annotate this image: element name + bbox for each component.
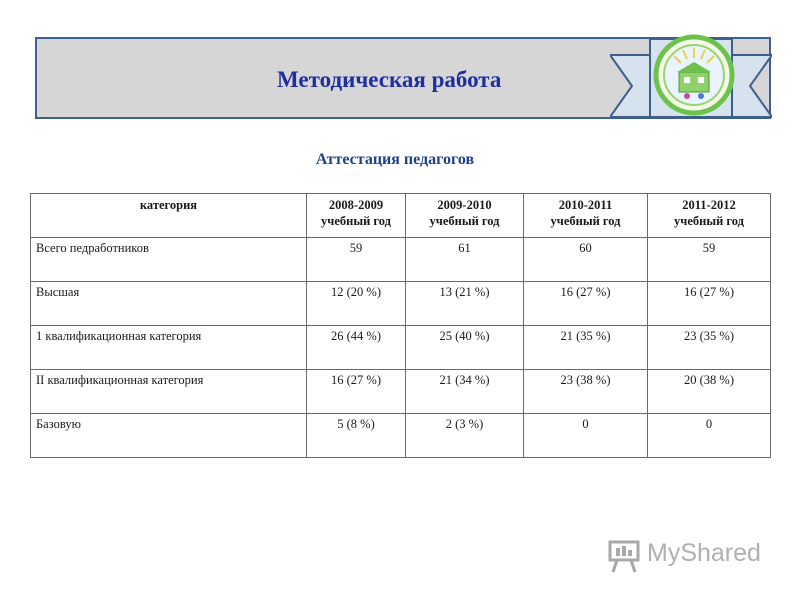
- table-cell: 59: [648, 238, 771, 282]
- table-row: [31, 370, 771, 414]
- header-line: учебный год: [429, 214, 500, 228]
- table-row: [31, 326, 771, 370]
- table-cell-label: Всего педработников: [31, 238, 307, 282]
- header-line: 2011-2012: [682, 198, 736, 212]
- table-cell-label: Высшая: [31, 282, 307, 326]
- header-line: категория: [139, 198, 198, 212]
- table-cell-label: 1 квалификационная категория: [31, 326, 307, 370]
- section-subtitle: Аттестация педагогов: [315, 151, 475, 168]
- table-cell: 21 (35 %): [524, 326, 648, 370]
- table-cell: 23 (35 %): [648, 326, 771, 370]
- table-cell: 5 (8 %): [307, 414, 406, 458]
- table-cell: 25 (40 %): [406, 326, 524, 370]
- presentation-board-icon: [607, 538, 643, 574]
- table-cell: 16 (27 %): [648, 282, 771, 326]
- watermark: [607, 536, 767, 576]
- table-cell-label: II квалификационная категория: [31, 370, 307, 414]
- table-row: [31, 238, 771, 282]
- watermark-text: MyShared: [647, 539, 761, 567]
- table-cell: 12 (20 %): [307, 282, 406, 326]
- table-cell: 60: [524, 238, 648, 282]
- table-cell: 59: [307, 238, 406, 282]
- table-header-row: [31, 194, 771, 238]
- column-header-2009-2010: [406, 194, 524, 238]
- attestation-table: [30, 193, 771, 458]
- table-cell: 0: [648, 414, 771, 458]
- school-emblem-icon: [653, 34, 735, 116]
- table-cell: 2 (3 %): [406, 414, 524, 458]
- header-line: 2008-2009: [328, 198, 384, 212]
- table-cell: 16 (27 %): [524, 282, 648, 326]
- header-line: 2010-2011: [558, 198, 613, 212]
- table-cell: 26 (44 %): [307, 326, 406, 370]
- table-cell: 20 (38 %): [648, 370, 771, 414]
- table-cell: 23 (38 %): [524, 370, 648, 414]
- table-cell: 21 (34 %): [406, 370, 524, 414]
- header-line: учебный год: [550, 214, 621, 228]
- column-header-2010-2011: [524, 194, 648, 238]
- column-header-2011-2012: [648, 194, 771, 238]
- table-cell: 16 (27 %): [307, 370, 406, 414]
- header-line: учебный год: [321, 214, 391, 228]
- table-cell-label: Базовую: [31, 414, 307, 458]
- page-title: Методическая работа: [277, 67, 502, 92]
- column-header-2008-2009: [307, 194, 406, 238]
- table-cell: 61: [406, 238, 524, 282]
- table-row: [31, 282, 771, 326]
- header-line: 2009-2010: [437, 198, 492, 212]
- header-line: учебный год: [674, 214, 744, 228]
- column-header-category: [31, 194, 307, 238]
- table-cell: 13 (21 %): [406, 282, 524, 326]
- table-cell: 0: [524, 414, 648, 458]
- table-row: [31, 414, 771, 458]
